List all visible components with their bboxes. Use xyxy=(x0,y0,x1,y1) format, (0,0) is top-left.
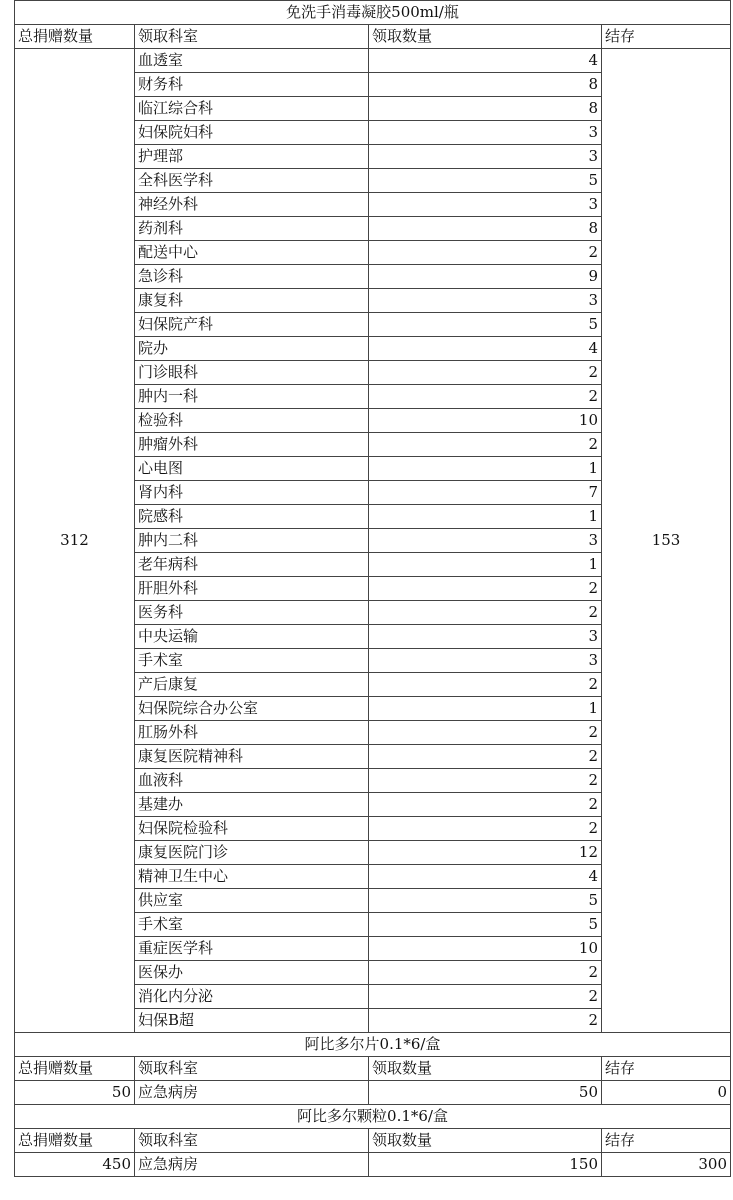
dept-cell[interactable]: 供应室 xyxy=(135,889,369,913)
qty-cell[interactable]: 3 xyxy=(369,625,602,649)
qty-cell[interactable]: 7 xyxy=(369,481,602,505)
qty-cell[interactable]: 2 xyxy=(369,793,602,817)
dept-cell[interactable]: 肛肠外科 xyxy=(135,721,369,745)
section-title-row xyxy=(15,1033,731,1057)
dept-cell[interactable]: 药剂科 xyxy=(135,217,369,241)
qty-cell[interactable]: 3 xyxy=(369,121,602,145)
qty-cell[interactable]: 2 xyxy=(369,673,602,697)
header-qty[interactable]: 领取数量 xyxy=(369,1129,602,1153)
dept-cell[interactable]: 检验科 xyxy=(135,409,369,433)
total-donated-cell[interactable]: 50 xyxy=(15,1081,135,1105)
balance-cell[interactable]: 153 xyxy=(602,49,731,1033)
table-row xyxy=(15,1153,731,1177)
dept-cell[interactable]: 护理部 xyxy=(135,145,369,169)
dept-cell[interactable]: 配送中心 xyxy=(135,241,369,265)
section-title-row xyxy=(15,1105,731,1129)
dept-cell[interactable]: 妇保B超 xyxy=(135,1009,369,1033)
qty-cell[interactable]: 3 xyxy=(369,145,602,169)
dept-cell[interactable]: 医务科 xyxy=(135,601,369,625)
qty-cell[interactable]: 8 xyxy=(369,73,602,97)
header-qty[interactable]: 领取数量 xyxy=(369,25,602,49)
qty-cell[interactable]: 4 xyxy=(369,49,602,73)
dept-cell[interactable]: 财务科 xyxy=(135,73,369,97)
qty-cell[interactable]: 2 xyxy=(369,817,602,841)
section-title[interactable]: 免洗手消毒凝胶500ml/瓶 xyxy=(15,1,731,25)
donation-table xyxy=(14,0,731,1177)
header-balance[interactable]: 结存 xyxy=(602,1057,731,1081)
qty-cell[interactable]: 8 xyxy=(369,97,602,121)
qty-cell[interactable]: 2 xyxy=(369,361,602,385)
balance-cell[interactable]: 300 xyxy=(602,1153,731,1177)
total-donated-cell[interactable]: 450 xyxy=(15,1153,135,1177)
qty-cell[interactable]: 8 xyxy=(369,217,602,241)
header-total-donated[interactable]: 总捐赠数量 xyxy=(15,25,135,49)
header-row xyxy=(15,25,731,49)
dept-cell[interactable]: 血液科 xyxy=(135,769,369,793)
qty-cell[interactable]: 2 xyxy=(369,961,602,985)
header-balance[interactable]: 结存 xyxy=(602,1129,731,1153)
qty-cell[interactable]: 1 xyxy=(369,505,602,529)
header-total-donated[interactable]: 总捐赠数量 xyxy=(15,1057,135,1081)
qty-cell[interactable]: 2 xyxy=(369,985,602,1009)
qty-cell[interactable]: 2 xyxy=(369,769,602,793)
header-qty[interactable]: 领取数量 xyxy=(369,1057,602,1081)
dept-cell[interactable]: 重症医学科 xyxy=(135,937,369,961)
dept-cell[interactable]: 手术室 xyxy=(135,913,369,937)
dept-cell[interactable]: 产后康复 xyxy=(135,673,369,697)
qty-cell[interactable]: 150 xyxy=(369,1153,602,1177)
header-dept[interactable]: 领取科室 xyxy=(135,1129,369,1153)
dept-cell[interactable]: 肾内科 xyxy=(135,481,369,505)
header-total-donated[interactable]: 总捐赠数量 xyxy=(15,1129,135,1153)
qty-cell[interactable]: 3 xyxy=(369,649,602,673)
qty-cell[interactable]: 1 xyxy=(369,697,602,721)
qty-cell[interactable]: 5 xyxy=(369,169,602,193)
qty-cell[interactable]: 1 xyxy=(369,457,602,481)
dept-cell[interactable]: 肿内一科 xyxy=(135,385,369,409)
dept-cell[interactable]: 应急病房 xyxy=(135,1081,369,1105)
dept-cell[interactable]: 基建办 xyxy=(135,793,369,817)
dept-cell[interactable]: 肝胆外科 xyxy=(135,577,369,601)
dept-cell[interactable]: 血透室 xyxy=(135,49,369,73)
dept-cell[interactable]: 肿瘤外科 xyxy=(135,433,369,457)
header-balance[interactable]: 结存 xyxy=(602,25,731,49)
table-row xyxy=(15,49,731,73)
dept-cell[interactable]: 中央运输 xyxy=(135,625,369,649)
qty-cell[interactable]: 2 xyxy=(369,601,602,625)
dept-cell[interactable]: 康复医院精神科 xyxy=(135,745,369,769)
dept-cell[interactable]: 医保办 xyxy=(135,961,369,985)
dept-cell[interactable]: 神经外科 xyxy=(135,193,369,217)
dept-cell[interactable]: 老年病科 xyxy=(135,553,369,577)
dept-cell[interactable]: 妇保院检验科 xyxy=(135,817,369,841)
qty-cell[interactable]: 5 xyxy=(369,913,602,937)
qty-cell[interactable]: 2 xyxy=(369,577,602,601)
qty-cell[interactable]: 2 xyxy=(369,1009,602,1033)
dept-cell[interactable]: 妇保院妇科 xyxy=(135,121,369,145)
dept-cell[interactable]: 妇保院综合办公室 xyxy=(135,697,369,721)
dept-cell[interactable]: 精神卫生中心 xyxy=(135,865,369,889)
dept-cell[interactable]: 康复科 xyxy=(135,289,369,313)
qty-cell[interactable]: 2 xyxy=(369,745,602,769)
dept-cell[interactable]: 手术室 xyxy=(135,649,369,673)
section-title[interactable]: 阿比多尔颗粒0.1*6/盒 xyxy=(15,1105,731,1129)
qty-cell[interactable]: 3 xyxy=(369,193,602,217)
qty-cell[interactable]: 2 xyxy=(369,433,602,457)
dept-cell[interactable]: 消化内分泌 xyxy=(135,985,369,1009)
header-row xyxy=(15,1057,731,1081)
qty-cell[interactable]: 50 xyxy=(369,1081,602,1105)
qty-cell[interactable]: 3 xyxy=(369,289,602,313)
total-donated-cell[interactable]: 312 xyxy=(15,49,135,1033)
dept-cell[interactable]: 门诊眼科 xyxy=(135,361,369,385)
dept-cell[interactable]: 院办 xyxy=(135,337,369,361)
qty-cell[interactable]: 1 xyxy=(369,553,602,577)
dept-cell[interactable]: 急诊科 xyxy=(135,265,369,289)
header-dept[interactable]: 领取科室 xyxy=(135,25,369,49)
qty-cell[interactable]: 9 xyxy=(369,265,602,289)
dept-cell[interactable]: 妇保院产科 xyxy=(135,313,369,337)
dept-cell[interactable]: 应急病房 xyxy=(135,1153,369,1177)
qty-cell[interactable]: 10 xyxy=(369,409,602,433)
section-title-row xyxy=(15,1,731,25)
qty-cell[interactable]: 2 xyxy=(369,721,602,745)
qty-cell[interactable]: 10 xyxy=(369,937,602,961)
dept-cell[interactable]: 临江综合科 xyxy=(135,97,369,121)
dept-cell[interactable]: 肿内二科 xyxy=(135,529,369,553)
qty-cell[interactable]: 5 xyxy=(369,889,602,913)
balance-cell[interactable]: 0 xyxy=(602,1081,731,1105)
dept-cell[interactable]: 院感科 xyxy=(135,505,369,529)
dept-cell[interactable]: 全科医学科 xyxy=(135,169,369,193)
qty-cell[interactable]: 4 xyxy=(369,865,602,889)
header-row xyxy=(15,1129,731,1153)
header-dept[interactable]: 领取科室 xyxy=(135,1057,369,1081)
dept-cell[interactable]: 康复医院门诊 xyxy=(135,841,369,865)
section-title[interactable]: 阿比多尔片0.1*6/盒 xyxy=(15,1033,731,1057)
qty-cell[interactable]: 2 xyxy=(369,385,602,409)
qty-cell[interactable]: 12 xyxy=(369,841,602,865)
dept-cell[interactable]: 心电图 xyxy=(135,457,369,481)
qty-cell[interactable]: 3 xyxy=(369,529,602,553)
table-row xyxy=(15,1081,731,1105)
qty-cell[interactable]: 2 xyxy=(369,241,602,265)
qty-cell[interactable]: 4 xyxy=(369,337,602,361)
qty-cell[interactable]: 5 xyxy=(369,313,602,337)
